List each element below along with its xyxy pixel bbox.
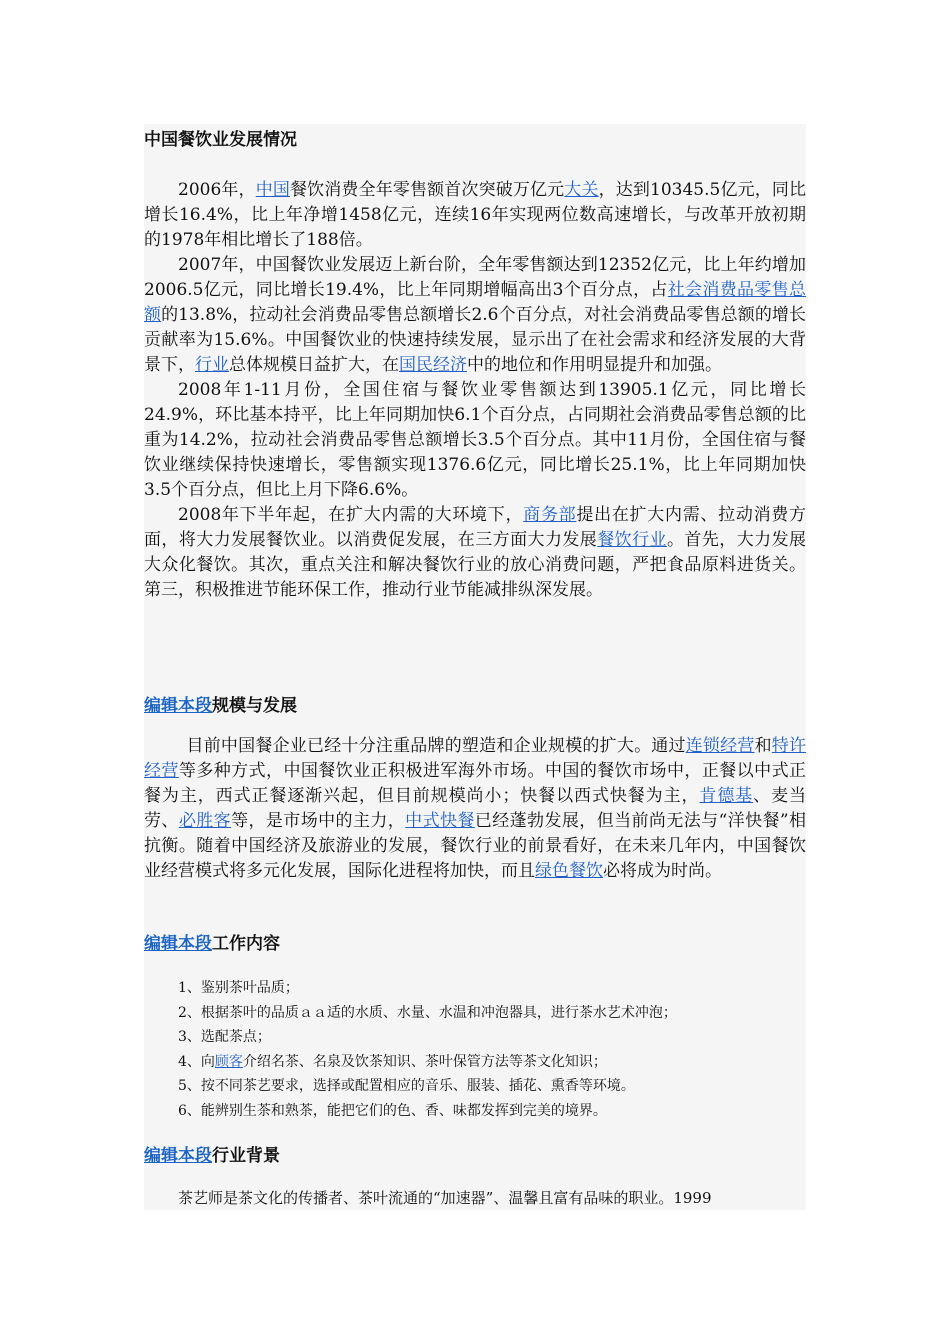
- edit-section-link[interactable]: 编辑本段: [144, 696, 212, 716]
- work-list: [144, 976, 806, 1123]
- paragraph-background: 茶艺师是茶文化的传播者、茶叶流通的“加速器”、温馨且富有品味的职业。1999: [178, 1189, 712, 1207]
- link-national-economy[interactable]: 国民经济: [399, 355, 467, 375]
- list-item: 4、向顾客介绍名茶、名泉及饮茶知识、茶叶保管方法等茶文化知识；: [178, 1053, 607, 1070]
- link-pizzahut[interactable]: 必胜客: [178, 811, 232, 831]
- link-chain[interactable]: 连锁经营: [685, 736, 755, 756]
- paragraph-2006: 2006年，中国餐饮消费全年零售额首次突破万亿元大关，达到10345.5亿元，同比增长16.4%，比上年净增1458亿元，连续16年实现两位数高速增长，与改革开放初期的1978年相比增长了188倍。: [144, 180, 807, 250]
- edit-section-link[interactable]: 编辑本段: [144, 1146, 212, 1166]
- intro-block: [144, 124, 806, 692]
- section-title-scale: 编辑本段规模与发展: [144, 696, 297, 716]
- link-chinese-fastfood[interactable]: 中式快餐: [405, 811, 475, 831]
- list-item: 6、能辨别生茶和熟茶，能把它们的色、香、味都发挥到完美的境界。: [178, 1102, 607, 1119]
- link-kfc[interactable]: 肯德基: [699, 786, 754, 806]
- section-work: [144, 918, 806, 1134]
- section-title-background: 编辑本段行业背景: [144, 1146, 280, 1166]
- link-retail-total[interactable]: 社会消费品零售总额: [144, 280, 807, 325]
- section-title-work: 编辑本段工作内容: [144, 934, 280, 954]
- paragraph-scale: 目前中国餐企业已经十分注重品牌的塑造和企业规模的扩大。通过连锁经营和特许经营等多种方式，中国餐饮业正积极进军海外市场。中国的餐饮市场中，正餐以中式正餐为主，西式正餐逐渐兴起，但目前规模尚小；快餐以西式快餐为主，肯德基、麦当劳、必胜客等，是市场中的主力，中式快餐已经蓬勃发展，但当前尚无法与“洋快餐”相抗衡。随着中国经济及旅游业的发展，餐饮行业的前景看好，在未来几年内，中国餐饮业经营模式将多元化发展，国际化进程将加快，而且绿色餐饮必将成为时尚。: [144, 736, 807, 881]
- link-industry[interactable]: 行业: [195, 355, 229, 375]
- link-catering-industry[interactable]: 餐饮行业: [597, 530, 667, 550]
- list-item: 1、鉴别茶叶品质；: [178, 980, 299, 996]
- link-china[interactable]: 中国: [255, 180, 290, 200]
- list-item: 5、按不同茶艺要求，选择或配置相应的音乐、服装、插花、熏香等环境。: [178, 1078, 635, 1094]
- page-title: 中国餐饮业发展情况: [144, 130, 297, 150]
- link-franchise[interactable]: 特许经营: [144, 736, 807, 781]
- list-item: 2、根据茶叶的品质ａａ适的水质、水量、水温和冲泡器具，进行茶水艺术冲泡；: [178, 1004, 677, 1021]
- section-scale: [144, 692, 806, 918]
- paragraph-2008: 2008年1-11月份，全国住宿与餐饮业零售额达到13905.1亿元，同比增长24.9%，环比基本持平，比上年同期加快6.1个百分点，占同期社会消费品零售总额的比重为14.2%，拉动社会消费品零售总额增长3.5个百分点。其中11月份，全国住宿与餐饮业继续保持快速增长，零售额实现1376.6亿元，同比增长25.1%，比上年同期加快3.5个百分点，但比上月下降6.6%。: [144, 380, 806, 500]
- document-page: [144, 124, 806, 1210]
- paragraph-2008-h2: 2008年下半年起，在扩大内需的大环境下，商务部提出在扩大内需、拉动消费方面，将大力发展餐饮业。以消费促发展，在三方面大力发展餐饮行业。首先，大力发展大众化餐饮。其次，重点关注和解决餐饮行业的放心消费问题，严把食品原料进货关。第三，积极推进节能环保工作，推动行业节能减排纵深发展。: [144, 505, 807, 600]
- link-green-catering[interactable]: 绿色餐饮: [535, 861, 603, 881]
- list-item: 3、选配茶点；: [178, 1029, 271, 1045]
- paragraph-2007: 2007年，中国餐饮业发展迈上新台阶，全年零售额达到12352亿元，比上年约增加2006.5亿元，同比增长19.4%，比上年同期增幅高出3个百分点，占社会消费品零售总额的13.8%，拉动社会消费品零售总额增长2.6个百分点，对社会消费品零售总额的增长贡献率为15.6%。中国餐饮业的快速持续发展，显示出了在社会需求和经济发展的大背景下，行业总体规模日益扩大，在国民经济中的地位和作用明显提升和加强。: [144, 255, 807, 375]
- link-mofcom[interactable]: 商务部: [523, 505, 577, 525]
- link-daguan[interactable]: 大关: [564, 180, 599, 200]
- section-background: [144, 1134, 806, 1210]
- link-customer[interactable]: 顾客: [214, 1053, 243, 1070]
- edit-section-link[interactable]: 编辑本段: [144, 934, 212, 954]
